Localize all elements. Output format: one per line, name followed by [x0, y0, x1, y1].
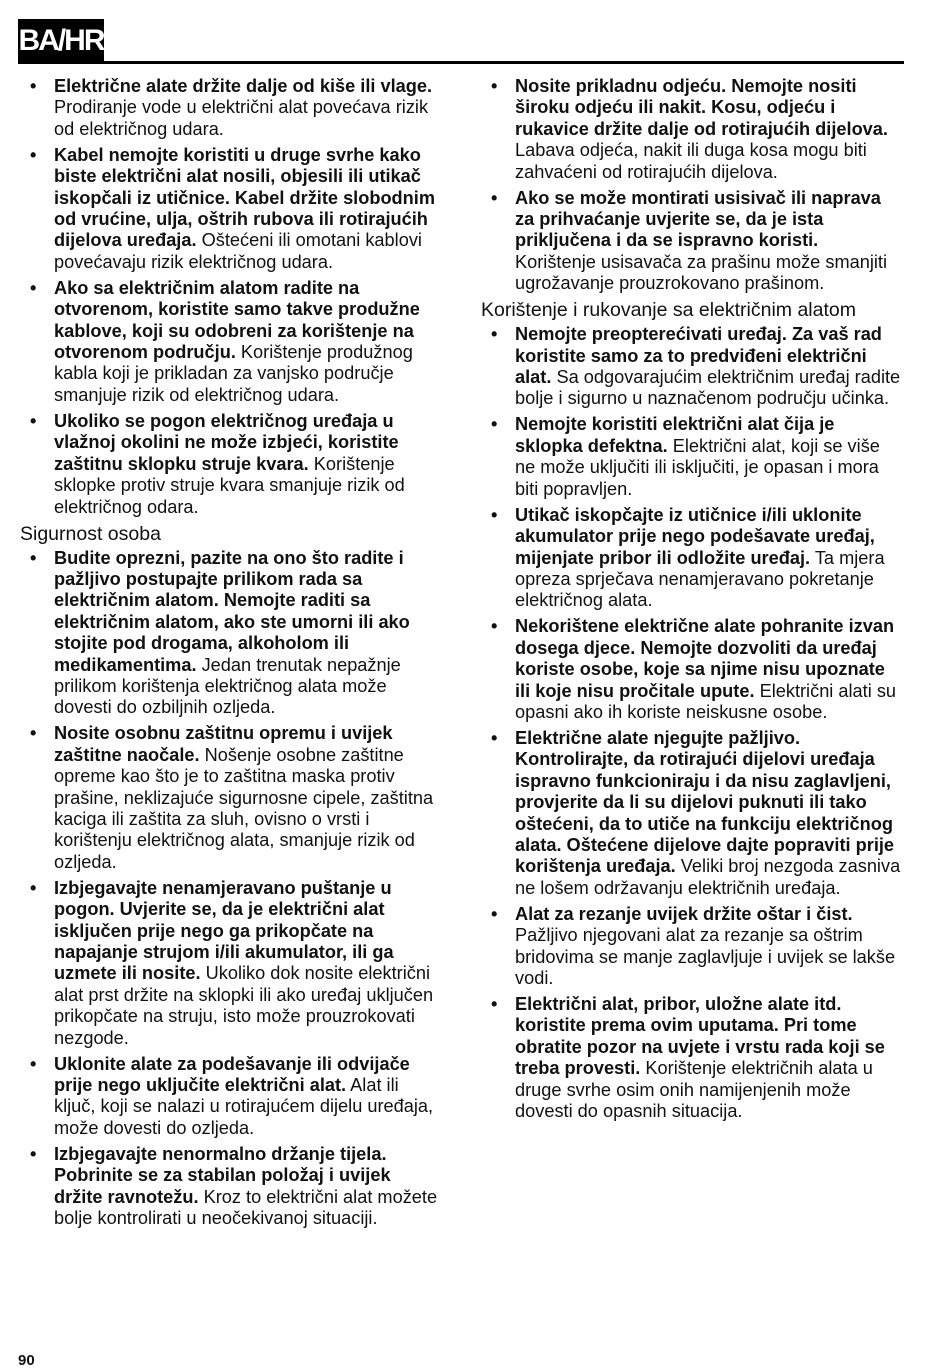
item-text: Pažljivo njegovani alat za rezanje sa oštrim bridovima se manje zaglavljuje i uvijek se lakše vodi. — [515, 925, 896, 988]
list-item — [481, 505, 901, 612]
list-item — [20, 878, 440, 1049]
item-text: Prodiranje vode u električni alat povećava rizik od električnog udara. — [54, 97, 429, 139]
list-item — [481, 616, 901, 723]
list-item — [481, 188, 901, 295]
list-item — [481, 324, 901, 410]
header-rule — [18, 61, 904, 64]
item-bold: Ako sa električnim alatom radite na otvorenom, koristite samo takve produžne kablove, koji su odobreni za korištenje na otvorenom području. — [54, 277, 420, 363]
language-tab: BA/HR — [18, 19, 104, 63]
section-heading-personal-safety: Sigurnost osoba — [20, 522, 161, 545]
item-text: Veliki broj nezgoda zasniva ne lošem održavanju električnih uređaja. — [515, 856, 901, 898]
item-bold: Budite oprezni, pazite na ono što radite i pažljivo postupajte prilikom rada sa električnim alatom. Nemojte raditi sa električnim alatom, ako ste umorni ili ako stojite pod drogama, alkoholom ili medikamentima. — [54, 547, 410, 675]
item-text: Alat ili ključ, koji se nalazi u rotirajućem dijelu uređaja, može dovesti do ozljeda. — [54, 1075, 434, 1138]
safety-list-personal — [20, 548, 440, 1230]
list-item — [20, 145, 440, 273]
safety-list-electrical — [20, 76, 440, 518]
item-bold: Nosite prikladnu odjeću. Nemojte nositi široku odjeću ili nakit. Kosu, odjeću i rukavice držite dalje od rotirajućih dijelova. — [515, 76, 888, 139]
list-item — [481, 728, 901, 899]
right-column — [481, 76, 901, 1127]
item-text: Labava odjeća, nakit ili duga kosa mogu biti zahvaćeni od rotirajućih dijelova. — [515, 140, 867, 182]
item-text: Oštećeni ili omotani kablovi povećavaju rizik električnog udara. — [54, 230, 422, 272]
item-text: Jedan trenutak nepažnje prilikom korištenja električnog alata može dovesti do ozbiljnih ozljeda. — [54, 654, 401, 718]
list-item — [20, 278, 440, 406]
item-bold: Utikač iskopčajte iz utičnice i/ili uklonite akumulator prije nego podešavate uređaj, mijenjate pribor ili odložite uređaj. — [515, 504, 875, 568]
left-column — [20, 76, 440, 1234]
item-text: Električni alat, koji se više ne može uključiti ili isključiti, je opasan i mora biti popravljen. — [515, 435, 880, 499]
item-text: Ukoliko dok nosite električni alat prst držite na sklopki ili ako uređaj uključen prikopčate na struju, isto može prouzrokovati nezgode. — [54, 963, 434, 1048]
list-item — [481, 414, 901, 500]
item-bold: Nemojte preopterećivati uređaj. Za vaš rad koristite samo za to predviđeni električni alat. — [515, 324, 882, 388]
list-item — [481, 994, 901, 1122]
item-text: Korištenje sklopke protiv struje kvara smanjuje rizik od električnog odara. — [54, 453, 405, 517]
item-bold: Uklonite alate za podešavanje ili odvijače prije nego uključite električni alat. — [54, 1053, 410, 1096]
item-text: Ta mjera opreza sprječava nenamjeravano pokretanje električnog alata. — [515, 547, 885, 611]
list-item — [20, 1144, 440, 1230]
item-bold: Nosite osobnu zaštitnu opremu i uvijek zaštitne naočale. — [54, 723, 393, 765]
item-text: Korištenje produžnog kabla koji je prikladan za vanjsko područje smanjuje rizik od električnog udara. — [54, 342, 413, 405]
safety-list-clothing — [481, 76, 901, 295]
item-bold: Kabel nemojte koristiti u druge svrhe kako biste električni alat nosili, objesili ili utikač iskopčali iz utičnice. Kabel držite slobodnim od vrućine, ulja, oštrih rubova ili rotirajućih dijelova uređaja. — [54, 144, 436, 251]
list-item — [481, 76, 901, 183]
list-item — [481, 904, 901, 990]
list-item — [20, 411, 440, 518]
section-heading-tool-use: Korištenje i rukovanje sa električnim alatom — [481, 299, 856, 322]
list-item — [20, 76, 440, 140]
safety-list-tool-use — [481, 324, 901, 1122]
item-bold: Nemojte koristiti električni alat čija je sklopka defektna. — [515, 414, 835, 456]
item-text: Kroz to električni alat možete bolje kontrolirati u neočekivanoj situaciji. — [54, 1186, 438, 1229]
item-bold: Električne alate držite dalje od kiše ili vlage. — [54, 76, 433, 96]
item-bold: Električne alate njegujte pažljivo. Kontrolirajte, da rotirajući dijelovi uređaja ispravno funkcioniraju i da nisu zaglavljeni, provjerite da li su dijelovi puknuti ili tako oštećeni, da to utiče na funkciju električnog alata. Oštećene dijelove dajte popraviti prije korištenja uređaja. — [515, 727, 895, 877]
item-text: Električni alati su opasni ako ih koriste neiskusne osobe. — [515, 680, 897, 722]
page-number: 90 — [18, 1352, 35, 1369]
item-bold: Izbjegavajte nenamjeravano puštanje u pogon. Uvjerite se, da je električni alat isključen prije nego ga prikopčate na napajanje strujom i/ili akumulator, ili ga uzmete ili nosite. — [54, 877, 394, 984]
item-bold: Izbjegavajte nenormalno držanje tijela. Pobrinite se za stabilan položaj i uvijek držite ravnotežu. — [54, 1143, 391, 1207]
item-bold: Ako se može montirati usisivač ili naprava za prihvaćanje uvjerite se, da je ista priključena i da se ispravno koristi. — [515, 187, 881, 251]
item-bold: Nekorištene električne alate pohranite izvan dosega djece. Nemojte dozvoliti da uređaj koriste osobe, koje sa njime nisu upoznate ili koje nisu pročitale upute. — [515, 616, 895, 701]
item-bold: Električni alat, pribor, uložne alate itd. koristite prema ovim uputama. Pri tome obratite pozor na uvjete i vrstu rada koji se treba provesti. — [515, 994, 885, 1079]
list-item — [20, 1054, 440, 1140]
list-item — [20, 548, 440, 719]
item-bold: Ukoliko se pogon električnog uređaja u vlažnoj okolini ne može izbjeći, koristite zaštitnu sklopku struje kvara. — [54, 410, 399, 474]
item-bold: Alat za rezanje uvijek držite oštar i čist. — [515, 903, 853, 924]
item-text: Sa odgovarajućim električnim uređaj radite bolje i sigurno u naznačenom području učinka. — [515, 367, 901, 409]
item-text: Nošenje osobne zaštitne opreme kao što je to zaštitna maska protiv prašine, neklizajuće sigurnosne cipele, zaštitna kaciga ili zaštita za sluh, ovisno o vrsti i korištenju električnog alata, smanjuje rizik od ozljeda. — [54, 744, 434, 872]
item-text: Korištenje električnih alata u druge svrhe osim onih namijenjenih može dovesti do opasnih situacija. — [515, 1058, 873, 1122]
item-text: Korištenje usisavača za prašinu može smanjiti ugrožavanje prouzrokovano prašinom. — [515, 251, 888, 294]
list-item — [20, 723, 440, 873]
